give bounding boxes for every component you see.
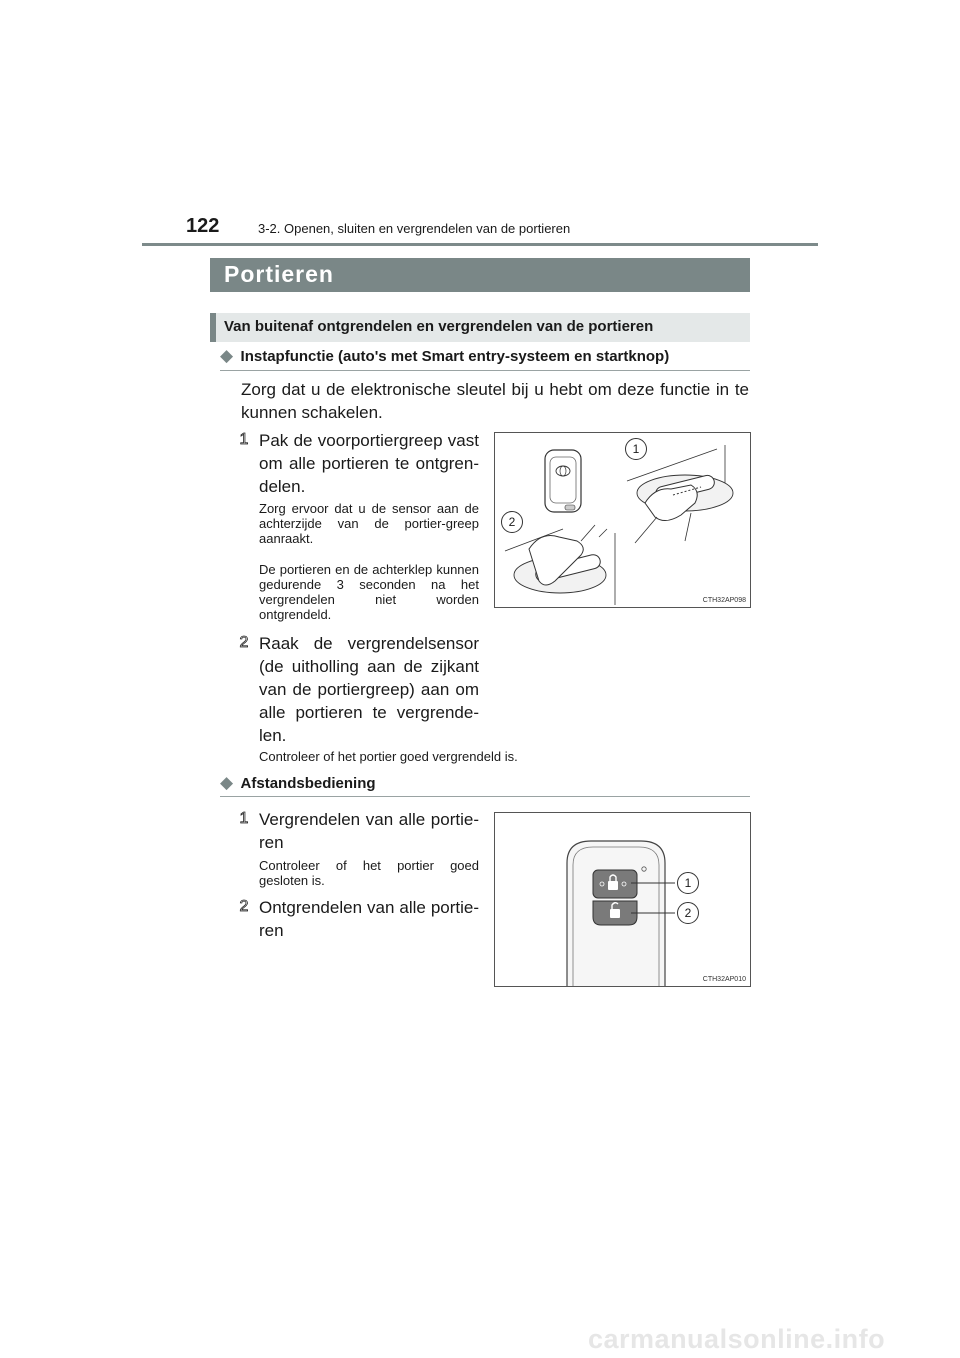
step-text: Vergrendelen van alle portie-ren	[259, 810, 479, 852]
hand-grip-icon	[635, 474, 733, 543]
step-text: Raak de vergrendelsensor (de uitholling aan de zijkant van de portiergreep) aan om alle portieren te vergrende-len.	[259, 634, 479, 745]
unlock-button-icon	[593, 901, 637, 925]
page-number: 122	[186, 215, 220, 237]
step-number: 2	[239, 634, 249, 651]
section-title: Portieren	[224, 261, 334, 287]
smart-entry-heading-row	[220, 346, 750, 366]
watermark: carmanualsonline.info	[588, 1324, 886, 1354]
subsection-bar	[210, 313, 750, 342]
remote-key-illustration	[495, 813, 750, 986]
hand-touch-icon	[514, 525, 607, 593]
remote-heading: Afstandsbediening	[240, 775, 376, 792]
lock-button-icon	[593, 870, 637, 898]
smart-entry-figure	[494, 432, 751, 608]
key-fob-icon	[567, 841, 675, 986]
callout-2: 2	[677, 902, 699, 924]
step-text: Ontgrendelen van alle portie-ren	[259, 898, 479, 940]
section-bar	[210, 258, 750, 292]
step-number: 2	[239, 898, 249, 915]
step-note: Controleer of het portier goed gesloten is.	[259, 858, 479, 888]
diamond-bullet-icon: ◆	[220, 346, 234, 365]
subsection-title: Van buitenaf ontgrendelen en vergrendelen van de portieren	[224, 318, 654, 335]
step-note: Zorg ervoor dat u de sensor aan de achterzijde van de portier-greep aanraakt.	[259, 501, 479, 546]
chapter-title: 3-2. Openen, sluiten en vergrendelen van de portieren	[258, 221, 571, 236]
diamond-bullet-icon: ◆	[220, 773, 234, 792]
figure-code: CTH32AP098	[702, 597, 746, 604]
step-number: 1	[239, 810, 249, 827]
smart-entry-intro: Zorg dat u de elektronische sleutel bij u hebt om deze functie in te kunnen schakelen.	[241, 380, 749, 422]
door-handle-illustration	[495, 433, 750, 607]
smart-key-icon	[545, 450, 581, 512]
heading-underline	[220, 796, 750, 797]
remote-heading-row	[220, 773, 750, 793]
header-divider	[142, 243, 818, 246]
step-text: Pak de voorportiergreep vast om alle portieren te ontgren-delen.	[259, 431, 479, 496]
step-note: De portieren en de achterklep kunnen gedurende 3 seconden na het vergrendelen niet worden ontgrendeld.	[259, 562, 479, 622]
step-number: 1	[239, 431, 249, 448]
step-note: Controleer of het portier goed vergrendeld is.	[259, 749, 518, 764]
callout-1: 1	[677, 872, 699, 894]
subsection-accent	[210, 313, 216, 342]
heading-underline	[220, 370, 750, 371]
figure-code: CTH32AP010	[702, 976, 746, 983]
remote-figure	[494, 812, 751, 987]
callout-1: 1	[625, 438, 647, 460]
callout-2: 2	[501, 511, 523, 533]
smart-entry-heading: Instapfunctie (auto's met Smart entry-systeem en startknop)	[240, 348, 670, 365]
